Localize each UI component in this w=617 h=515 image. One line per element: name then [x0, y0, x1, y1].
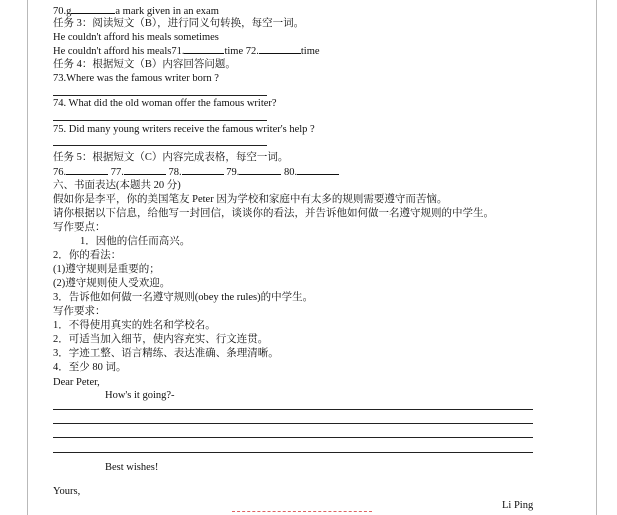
- answer-blank-78[interactable]: [182, 165, 224, 175]
- writing-line-1[interactable]: [53, 409, 533, 410]
- page-break-marker: [232, 511, 372, 512]
- answer-line-73[interactable]: [53, 95, 267, 96]
- writing-requirements-title: 写作要求：: [53, 306, 106, 317]
- page-left-edge: [27, 0, 28, 515]
- requirement-2: 2．可适当加入细节，使内容充实、行文连贯。: [53, 334, 269, 345]
- answer-blank-70[interactable]: [71, 4, 115, 14]
- question-74: 74. What did the old woman offer the famous writer?: [53, 98, 277, 109]
- question-70: 70.g a mark given in an exam: [53, 6, 219, 17]
- sentence-original: He couldn't afford his meals sometimes: [53, 32, 219, 43]
- writing-points-title: 写作要点：: [53, 222, 106, 233]
- writing-point-2b: (2)遵守规则使人受欢迎。: [53, 278, 171, 289]
- answer-blank-80[interactable]: [297, 165, 339, 175]
- writing-point-2: 2．你的看法：: [53, 250, 122, 261]
- writing-line-2[interactable]: [53, 423, 533, 424]
- sentence-rewrite: He couldn't afford his meals71. time 72. time: [53, 46, 320, 57]
- prompt-line-1: 假如你是李平，你的美国笔友 Peter 因为学校和家庭中有太多的规则需要遵守而苦恼。: [53, 194, 448, 205]
- writing-point-3: 3．告诉他如何做一名遵守规则(obey the rules)的中学生。: [53, 292, 314, 303]
- answer-blank-72[interactable]: [259, 44, 301, 54]
- answer-line-75[interactable]: [53, 145, 267, 146]
- prompt-line-2: 请你根据以下信息，给他写一封回信，谈谈你的看法，并告诉他如何做一名遵守规则的中学生。: [53, 208, 494, 219]
- task4-heading: 任务 4：根据短文（B）内容回答问题。: [53, 59, 236, 70]
- letter-signature: Li Ping: [502, 500, 534, 511]
- task3-heading: 任务 3：阅读短文（B），进行同义句转换，每空一词。: [53, 18, 305, 29]
- requirement-1: 1．不得使用真实的姓名和学校名。: [53, 320, 216, 331]
- task5-heading: 任务 5：根据短文（C）内容完成表格，每空一词。: [53, 152, 289, 163]
- blanks-76-80: 76. 77. 78. 79. 80.: [53, 165, 339, 179]
- answer-blank-76[interactable]: [66, 165, 108, 175]
- page-right-edge: [596, 0, 597, 515]
- question-73: 73.Where was the famous writer born ?: [53, 73, 219, 84]
- writing-line-3[interactable]: [53, 437, 533, 438]
- letter-wishes: Best wishes!: [105, 462, 159, 473]
- writing-point-2a: (1)遵守规则是重要的；: [53, 264, 160, 275]
- letter-closing: Yours,: [53, 486, 81, 497]
- section-6-heading: 六、书面表达(本题共 20 分): [53, 180, 181, 191]
- writing-line-4[interactable]: [53, 452, 533, 453]
- question-75: 75. Did many young writers receive the famous writer's help ?: [53, 124, 315, 135]
- writing-point-1: 1．因他的信任而高兴。: [80, 236, 191, 247]
- answer-blank-71[interactable]: [184, 44, 224, 54]
- requirement-3: 3．字迹工整、语言精练、表达准确、条理清晰。: [53, 348, 279, 359]
- answer-line-74[interactable]: [53, 120, 267, 121]
- answer-blank-77[interactable]: [124, 165, 166, 175]
- letter-opening: How's it going?-: [105, 390, 175, 401]
- answer-blank-79[interactable]: [239, 165, 281, 175]
- requirement-4: 4．至少 80 词。: [53, 362, 127, 373]
- letter-greeting: Dear Peter,: [53, 377, 100, 388]
